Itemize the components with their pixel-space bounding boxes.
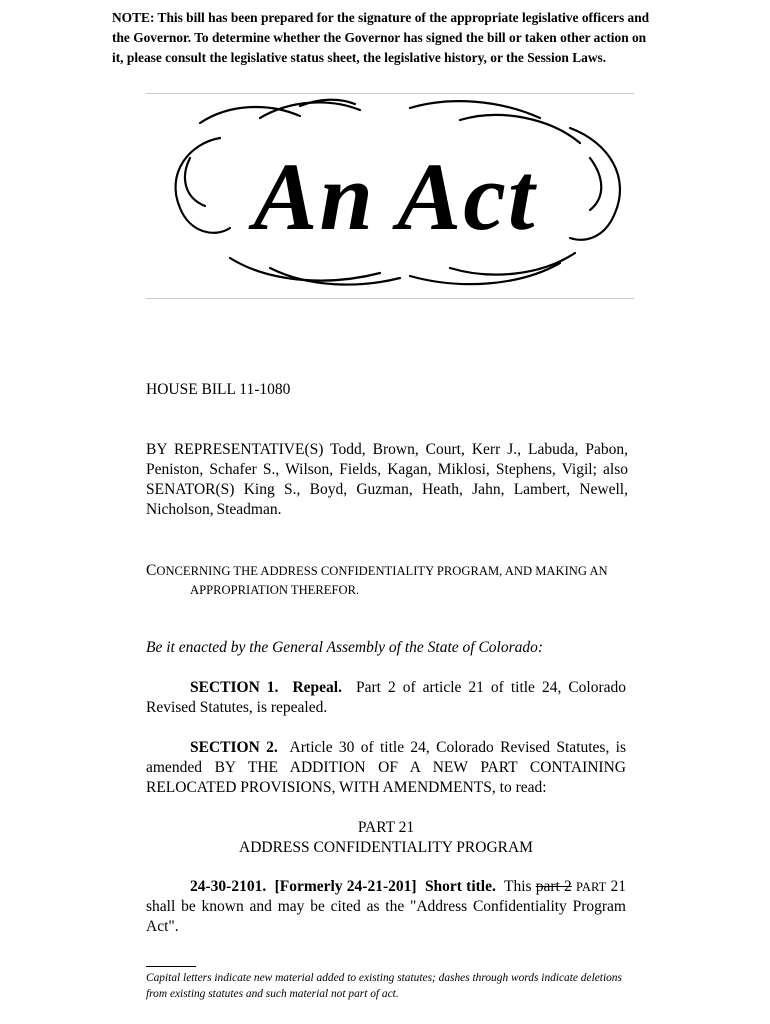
an-act-banner [160,98,630,294]
section-title: Short title. [424,878,496,895]
part-title: ADDRESS CONFIDENTIALITY PROGRAM [239,839,533,856]
concerning-line2: APPROPRIATION THEREFOR. [190,583,360,597]
section-number: 24-30-2101. [190,878,267,895]
section-1-label: Repeal. [292,679,342,696]
section-2-text: Article 30 of title 24, Colorado Revised Statutes, is amended BY THE ADDITION OF A NEW PART CONTAINING RELOCATED PROVISIONS, WITH AMENDMENTS, to read: [146,739,627,796]
section-2-heading: SECTION 2. [190,739,278,756]
enacting-clause: Be it enacted by the General Assembly of the State of Colorado: [146,639,544,656]
concerning-title [146,561,628,600]
an-act-title: An Act [253,143,537,250]
concerning-line1: ONCERNING THE ADDRESS CONFIDENTIALITY PROGRAM, AND MAKING AN [156,564,608,578]
section-text-before: This [503,878,532,895]
signature-note: NOTE: This bill has been prepared for the signature of the appropriate legislative officers and the Governor. To determine whether the Governor has signed the bill or taken other action on it, please consult the legislative status sheet, the legislative history, or the Session Laws. [112,10,650,65]
footnote-rule [146,966,196,967]
section-24-30-2101 [146,877,626,937]
section-text-after: 21 shall be known and may be cited as the "Address Confidentiality Program Act". [146,878,626,935]
struck-text: part 2 [535,878,572,895]
section-1 [146,678,626,718]
sponsors: BY REPRESENTATIVE(S) Todd, Brown, Court, Kerr J., Labuda, Pabon, Peniston, Schafer S., Wilson, Fields, Kagan, Miklosi, Stephens, Vigil; also SENATOR(S) King S., Boyd, Guzman, Heath, Jahn, Lambert, Newell, Nicholson, Steadman. [146,441,628,518]
section-formerly: [Formerly 24-21-201] [274,878,417,895]
concerning-first-letter: C [146,562,157,579]
section-1-heading: SECTION 1. [190,679,279,696]
inserted-text: PART [576,880,607,894]
banner-bottom-rule [146,298,634,299]
section-1-text: Part 2 of article 21 of title 24, Colorado Revised Statutes, is repealed. [146,679,627,716]
footnote: Capital letters indicate new material added to existing statutes; dashes through words indicate deletions from existing statutes and such material not part of act. [146,972,622,1000]
part-heading: PART 21 [357,819,415,836]
section-2 [146,738,626,798]
bill-number: HOUSE BILL 11-1080 [146,381,291,398]
banner-top-rule [146,93,634,94]
